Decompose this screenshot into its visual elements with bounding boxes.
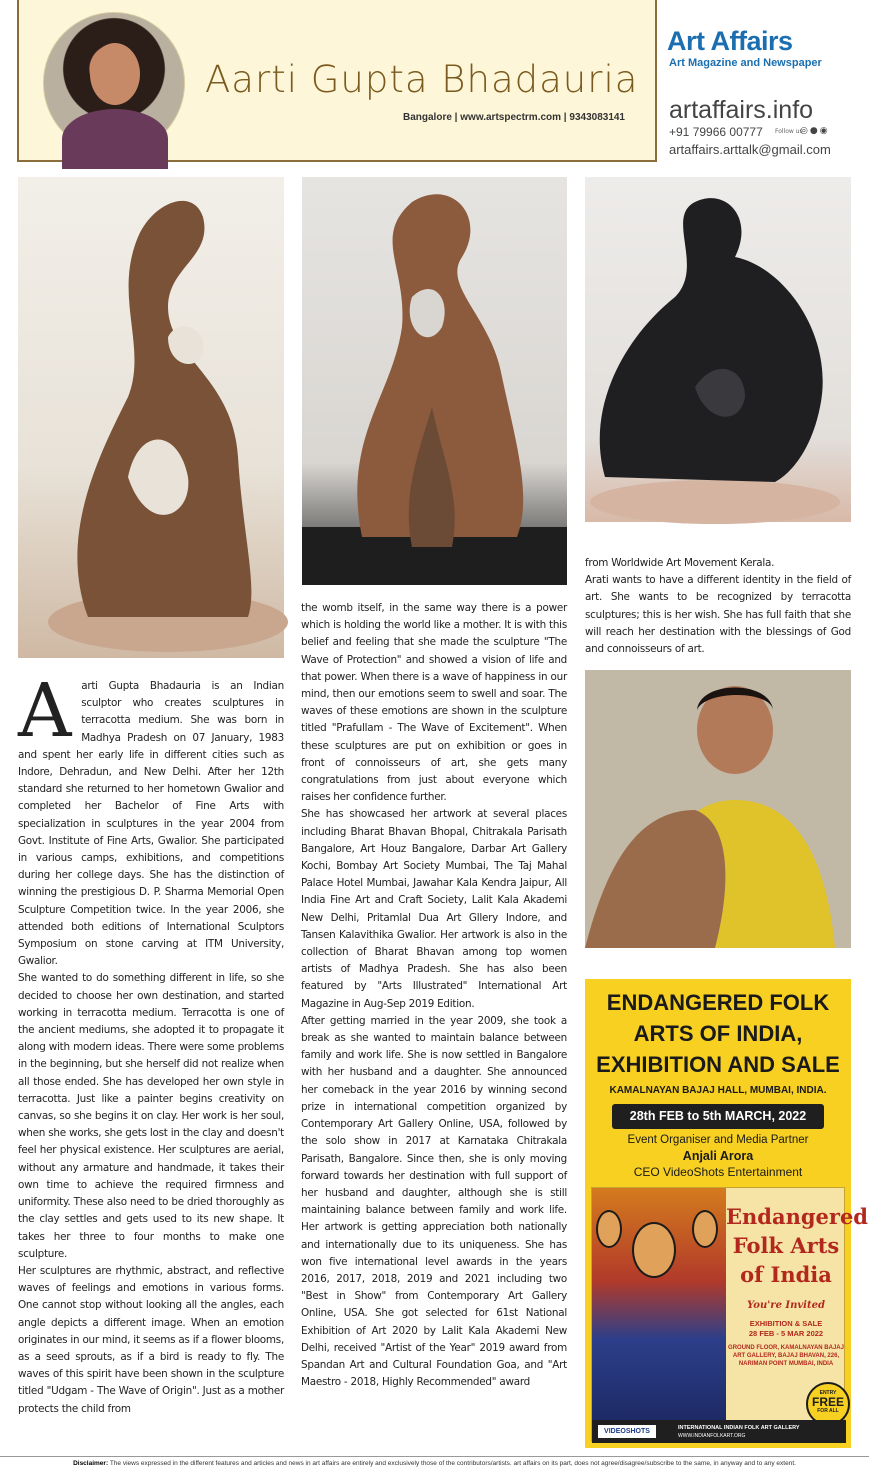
badge-for-all: FOR ALL: [817, 1408, 839, 1414]
ad-organiser-label: Event Organiser and Media Partner: [627, 1134, 809, 1146]
artist-portrait: [43, 12, 185, 154]
event-poster: [591, 1187, 868, 1442]
ad-organiser-title: CEO VideoShots Entertainment: [633, 1165, 803, 1179]
profile-header: [17, 0, 657, 162]
paragraph: from Worldwide Art Movement Kerala.: [585, 557, 775, 569]
ad-title: ENDANGERED FOLK ARTS OF INDIA, EXHIBITION AND SALE: [596, 990, 840, 1077]
instagram-icon[interactable]: ◎: [800, 126, 810, 136]
exhibition-advertisement[interactable]: [585, 979, 868, 1448]
poster-address: GROUND FLOOR, KAMALNAYAN BAJAJ ART GALLERY, BAJAJ BHAVAN, 226, NARIMAN POINT MUMBAI, INDIA: [728, 1345, 844, 1367]
gallery-website: WWW.INDIANFOLKART.ORG: [678, 1433, 746, 1439]
gallery-name: INTERNATIONAL INDIAN FOLK ART GALLERY: [678, 1425, 800, 1431]
article-column-1: [18, 668, 284, 1418]
poster-dates: 28 FEB - 5 MAR 2022: [748, 1329, 824, 1338]
sculpture-photo-3: [585, 177, 851, 522]
disclaimer-text: The views expressed in the different features and articles and news in art affairs are entirely and exclusively those of the contributors/artists. art affairs on its part, does not agree/disagree/subscribe to the same, in anyway and to any extent.: [109, 1460, 796, 1467]
website-link[interactable]: artaffairs.info: [669, 96, 814, 124]
twitter-icon[interactable]: ◉: [819, 126, 830, 136]
facebook-icon[interactable]: ●: [809, 126, 820, 136]
badge-free: FREE: [811, 1395, 844, 1409]
ad-organiser-name: Anjali Arora: [682, 1149, 754, 1163]
ad-date-banner: 28th FEB to 5th MARCH, 2022: [612, 1104, 824, 1129]
artist-contact: Bangalore | www.artspectrm.com | 9343083141: [403, 112, 625, 123]
article-column-2: [301, 600, 567, 1391]
poster-footer: [592, 1420, 846, 1443]
paragraph: She has showcased her artwork at several places including Bharat Bhavan Bhopal, Chitrakala Parisath Bangalore, Art Houz Bangalore, Darbar Art Gallery Kochi, Bombay Art Society Mumbai, The Taj Mahal Palace Hotel Mumbai, Jawahar Kala Kendra Jaipur, All India Fine Art and Craft Society, Lalit Kala Akademi New Delhi, Pritamlal Dua Art Gllery Indore, and Tansen Kalavithika Gwalior. Her artwork is also in the collection of Bharat Bhavan among top women artists of Madhya Pradesh. She has also been featured by "Arts Illustrated" International Art Magazine in Aug-Sep 2019 Edition.: [301, 808, 567, 1010]
sculpture-photo-2: [302, 177, 567, 585]
drop-cap: A: [18, 668, 72, 754]
folk-art-illustration: [592, 1188, 726, 1420]
paragraph: She wanted to do something different in life, so she decided to choose her own destination, and started working in terracotta medium. Terracotta is one of the ancient mediums, she adopted it to propagate it along with modern ideas. There were some problems in the beginning, but she herself did not realize when all those ended. She has developed her own style in terracotta. Just like a painter begins creativity on canvas, so she begins it on clay. Her work is her soul, when she works, she gets lost in the clay and doesn't feel her physical existence. Her sculptures are aerial, without any armature and handmade, it takes their own time to achieve the required firmness and uniformity. These also need to be dried thoroughly as the clay settles and gets used to its new shape. It takes her three to four months to make one sculpture.: [18, 972, 284, 1260]
artist-name: Aarti Gupta Bhadauria: [205, 58, 639, 101]
paragraph: After getting married in the year 2009, she took a break as she wanted to maintain balance between family and work life. She is now settled in Bangalore with her husband and a daughter. She announced her comeback in the year 2016 by winning second prize in international competition organized by Contemporary Art Gallery Online, USA, followed by the solo show in 2017 at Karnataka Chitrakala Parisath, Bangalore. Since then, she is only moving forward towards her destination with full support of her husband and daughter, although she is still maintaining balance between family and work life. Her artwork is getting appreciation both nationally and internationally due to its uniqueness. She has won five international level awards in the years 2016, 2017, 2018, 2019 and 2021 including two "Best in Show" from Contemporary Art Gallery Online, USA. She got selected for 61st National Exhibition of Art 2020 by Lalit Kala Akademi New Delhi, received "Artist of the Year" 2019 award from Spandan Art and Cultural Foundation Goa, and "Art Maestro - 2018, Highly Recommended" award: [301, 1014, 567, 1389]
social-icons[interactable]: [800, 126, 830, 136]
badge-entry: ENTRY: [819, 1390, 837, 1396]
poster-exhibition-label: EXHIBITION & SALE: [749, 1319, 823, 1328]
artist-at-work-photo: [585, 670, 851, 948]
paragraph: the womb itself, in the same way there is a power which is holding the world like a mother. It is with this belief and feeling that she made the sculpture "The Wave of Protection" and showed a vision of life and that power. When there is a wave of happiness in our mind, then our emotions seem to swell and soar. The waves of these emotions are shown in the sculpture titled "Prafullam - The Wave of Excitement". When these sculptures are put on exhibition or goes in front of connoisseurs of art, she gets many congratulations from just about everyone which raises her confidence further.: [301, 602, 567, 804]
follow-label: Follow us: [775, 128, 803, 135]
disclaimer: [0, 1456, 869, 1467]
sculpture-photo-1: [18, 177, 284, 658]
email-link[interactable]: artaffairs.arttalk@gmail.com: [669, 142, 831, 157]
paragraph: Arati wants to have a different identity in the field of art. She wants to be recognized by terracotta sculptures; this is her wish. She has full faith that she will reach her destination with the blessings of God and connoisseurs of art.: [585, 574, 851, 656]
paragraph: arti Gupta Bhadauria is an Indian sculptor who creates sculptures in terracotta medium. She was born in Madhya Pradesh on 07 January, 1983 and spent her early life in different cities such as Indore, Dehradun, and New Delhi. After her 12th standard she returned to her hometown Gwalior and completed her Bachelor of Fine Arts with specialization in sculptures in the year 2004 from Govt. Institute of Fine Arts, Gwalior. She participated in various camps, exhibitions, and competitions during her college days. She has the distinction of winning the prestigious D. P. Sharma Memorial Open Sculpture Competition twice. In the year 2006, she attended both editions of International Sculptors Symposium on stone carving at ITM University, Gwalior.: [18, 680, 284, 968]
disclaimer-label: Disclaimer:: [73, 1460, 109, 1467]
paragraph: Her sculptures are rhythmic, abstract, and reflective waves of feelings and emotions in various forms. One cannot stop without looking all the angles, each angle depicts a different image. When an emotion originates in our mind, it seems as if a flower blooms, as a seed sprouts, as if a bird is ready to fly. The waves of this spirit have been shown in the sculpture titled "Udgam - The Wave of Origin". Just as a mother protects the child from: [18, 1264, 284, 1415]
videoshots-logo: VIDEOSHOTS: [598, 1425, 656, 1438]
poster-invited: You're Invited: [747, 1300, 825, 1311]
article-column-3: [585, 555, 851, 658]
logo-tagline: Art Magazine and Newspaper: [669, 57, 822, 69]
ad-venue: KAMALNAYAN BAJAJ HALL, MUMBAI, INDIA.: [609, 1085, 827, 1096]
art-affairs-logo: Art Affairs: [667, 26, 793, 56]
poster-title: Endangered Folk Arts of India: [726, 1204, 868, 1287]
phone-number: +91 79966 00777: [669, 125, 763, 139]
poster-exhibition: [726, 1319, 846, 1339]
